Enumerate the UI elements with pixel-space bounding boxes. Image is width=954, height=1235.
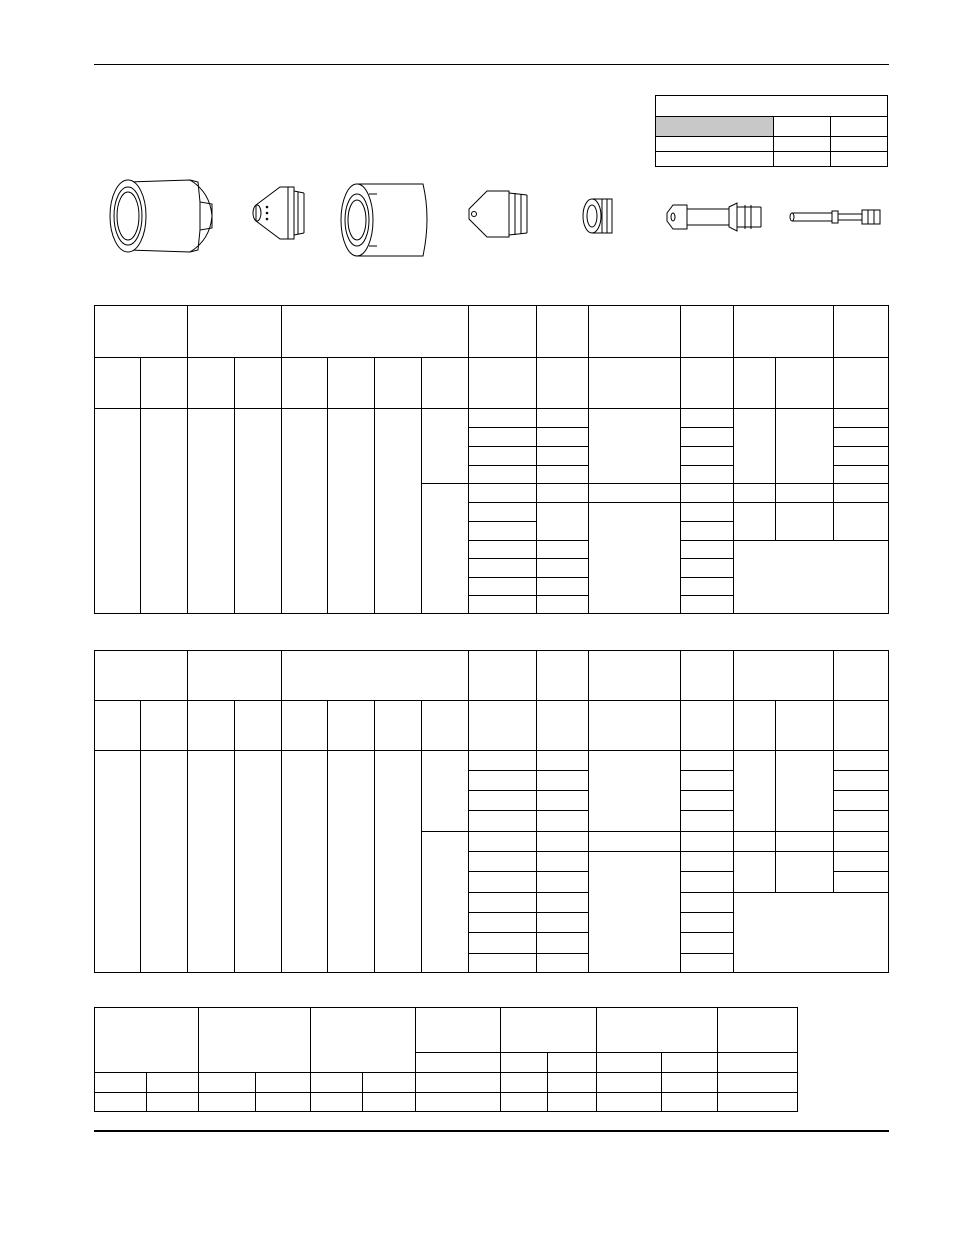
bottom-rule [94, 1130, 889, 1132]
